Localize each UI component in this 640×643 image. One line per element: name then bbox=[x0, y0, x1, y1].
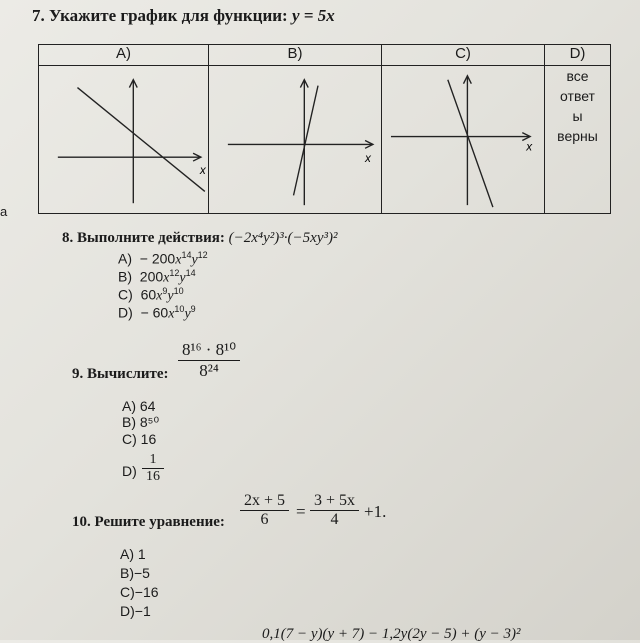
q8-answer-a-x-exp: 14 bbox=[181, 250, 192, 260]
q10-answer-b[interactable] bbox=[120, 565, 150, 581]
q9-answer-d-fraction[interactable] bbox=[142, 452, 164, 485]
option-d-line-3: ы bbox=[572, 108, 583, 124]
question-9-fraction bbox=[178, 340, 240, 381]
question-9-numerator: 8¹⁶ · 8¹⁰ bbox=[178, 340, 240, 361]
option-d-line-4: верны bbox=[557, 128, 598, 144]
q10-answer-b-text: −5 bbox=[134, 565, 150, 581]
q8-answer-b[interactable]: B) $200x^{12}y^{14}$ bbox=[118, 268, 196, 286]
column-b-header: B) bbox=[209, 45, 382, 66]
q8-answer-d[interactable]: $D) - 60x^{10}y^9$ bbox=[118, 304, 196, 322]
question-7-heading bbox=[32, 6, 335, 26]
q10-right-fraction bbox=[310, 492, 359, 529]
q9-answer-d-numerator: 1 bbox=[142, 452, 164, 469]
q10-answer-c-text: −16 bbox=[134, 584, 159, 600]
q8-answer-c-label: C) bbox=[118, 286, 133, 303]
bottom-cutoff-expression: 0,1(7 − y)(y + 7) − 1,2y(2y − 5) + (y − 3)² bbox=[262, 626, 521, 642]
graph-c-cell[interactable] bbox=[382, 66, 545, 214]
question-8-expression: (−2x⁴y²)³·(−5xy³)² bbox=[228, 230, 338, 246]
q8-answer-a-label: A) bbox=[118, 250, 132, 267]
question-9-heading bbox=[72, 366, 169, 383]
question-9-number: 9. bbox=[72, 366, 84, 382]
graph-b-x-label: x bbox=[365, 152, 371, 166]
q9-answer-a-label: A) bbox=[122, 398, 136, 414]
q10-answer-d-text: −1 bbox=[134, 603, 151, 619]
q10-left-denominator: 6 bbox=[260, 511, 269, 528]
q8-answer-a-coef: − 200 bbox=[139, 250, 176, 267]
question-8-prompt: Выполните действия: bbox=[77, 230, 225, 246]
q9-answer-c-text: 16 bbox=[140, 431, 157, 447]
q8-answer-b-x-exp: 12 bbox=[169, 268, 180, 278]
option-d-line-2: ответ bbox=[560, 88, 595, 104]
q10-answer-d[interactable] bbox=[120, 603, 151, 619]
graph-b-cell[interactable] bbox=[209, 66, 382, 214]
column-a-header: A) bbox=[39, 45, 209, 66]
q10-answer-c-label: C) bbox=[120, 584, 135, 600]
q8-answer-c[interactable]: C) $60x^9y^{10}$ bbox=[118, 286, 184, 304]
q10-answer-a[interactable] bbox=[120, 546, 146, 562]
q9-answer-b[interactable] bbox=[122, 414, 159, 431]
graph-c-line bbox=[448, 80, 493, 207]
q8-answer-b-label: B) bbox=[118, 268, 132, 285]
question-10-heading bbox=[72, 514, 225, 531]
q9-answer-b-label: B) bbox=[122, 414, 136, 430]
q10-answer-a-label: A) bbox=[120, 546, 134, 562]
q8-answer-b-coef: 200 bbox=[139, 268, 164, 285]
q9-answer-a[interactable] bbox=[122, 398, 155, 414]
column-c-header: C) bbox=[382, 45, 545, 66]
q8-answer-d-y-exp: 9 bbox=[190, 304, 196, 314]
graph-c bbox=[382, 66, 544, 213]
question-7-function: y = 5x bbox=[291, 6, 335, 25]
q10-right-numerator: 3 + 5x bbox=[310, 492, 359, 511]
q9-answer-b-text: 8⁵⁰ bbox=[139, 414, 160, 430]
question-9-denominator: 8²⁴ bbox=[199, 361, 219, 380]
q10-answer-a-text: 1 bbox=[137, 546, 146, 562]
q8-answer-a[interactable]: $A) - 200x^{14}y^{12}$ bbox=[118, 250, 208, 268]
q10-answer-b-label: B) bbox=[120, 565, 134, 581]
q8-answer-d-coef: − 60 bbox=[140, 304, 169, 321]
q8-answer-c-coef: 60 bbox=[140, 286, 157, 303]
graph-b bbox=[209, 66, 381, 213]
q9-answer-a-text: 64 bbox=[139, 398, 156, 414]
q8-answer-c-y-exp: 10 bbox=[173, 286, 184, 296]
graph-b-line bbox=[294, 86, 319, 196]
question-10-number: 10. bbox=[72, 514, 91, 530]
question-8-heading bbox=[62, 230, 337, 247]
q10-left-fraction bbox=[240, 492, 289, 529]
q9-answer-c-label: C) bbox=[122, 431, 137, 447]
q8-answer-c-x-exp: 9 bbox=[162, 286, 168, 296]
option-d-cell[interactable] bbox=[545, 66, 611, 214]
question-9-prompt: Вычислите: bbox=[87, 366, 169, 382]
q10-left-numerator: 2x + 5 bbox=[240, 492, 289, 511]
q8-answer-a-y-exp: 12 bbox=[197, 250, 208, 260]
column-d-header: D) bbox=[545, 45, 611, 66]
question-8-number: 8. bbox=[62, 230, 74, 246]
q9-answer-d-denominator: 16 bbox=[146, 469, 160, 484]
q9-answer-c[interactable] bbox=[122, 431, 156, 447]
graph-a bbox=[39, 66, 208, 213]
graph-a-line bbox=[77, 88, 204, 192]
q10-tail: +1. bbox=[364, 502, 387, 521]
graph-a-x-label: x bbox=[199, 163, 206, 177]
q9-answer-d-label[interactable]: D) bbox=[122, 463, 137, 479]
question-7-number: 7. bbox=[32, 6, 45, 25]
question-10-prompt: Решите уравнение: bbox=[94, 514, 225, 530]
margin-letter: а bbox=[0, 204, 8, 219]
question-7-prompt: Укажите график для функции: bbox=[49, 6, 288, 25]
graph-a-cell[interactable] bbox=[39, 66, 209, 214]
q8-answer-d-x-exp: 10 bbox=[174, 304, 185, 314]
q10-answer-d-label: D) bbox=[120, 603, 135, 619]
q10-equals: = bbox=[296, 502, 306, 521]
q10-right-denominator: 4 bbox=[330, 511, 339, 528]
graph-options-table bbox=[38, 44, 611, 214]
option-d-line-1: все bbox=[566, 68, 589, 84]
q8-answer-b-y-exp: 14 bbox=[185, 268, 196, 278]
graph-c-x-label: x bbox=[526, 140, 533, 154]
q8-answer-d-label: D) bbox=[118, 304, 133, 321]
q10-answer-c[interactable] bbox=[120, 584, 159, 600]
